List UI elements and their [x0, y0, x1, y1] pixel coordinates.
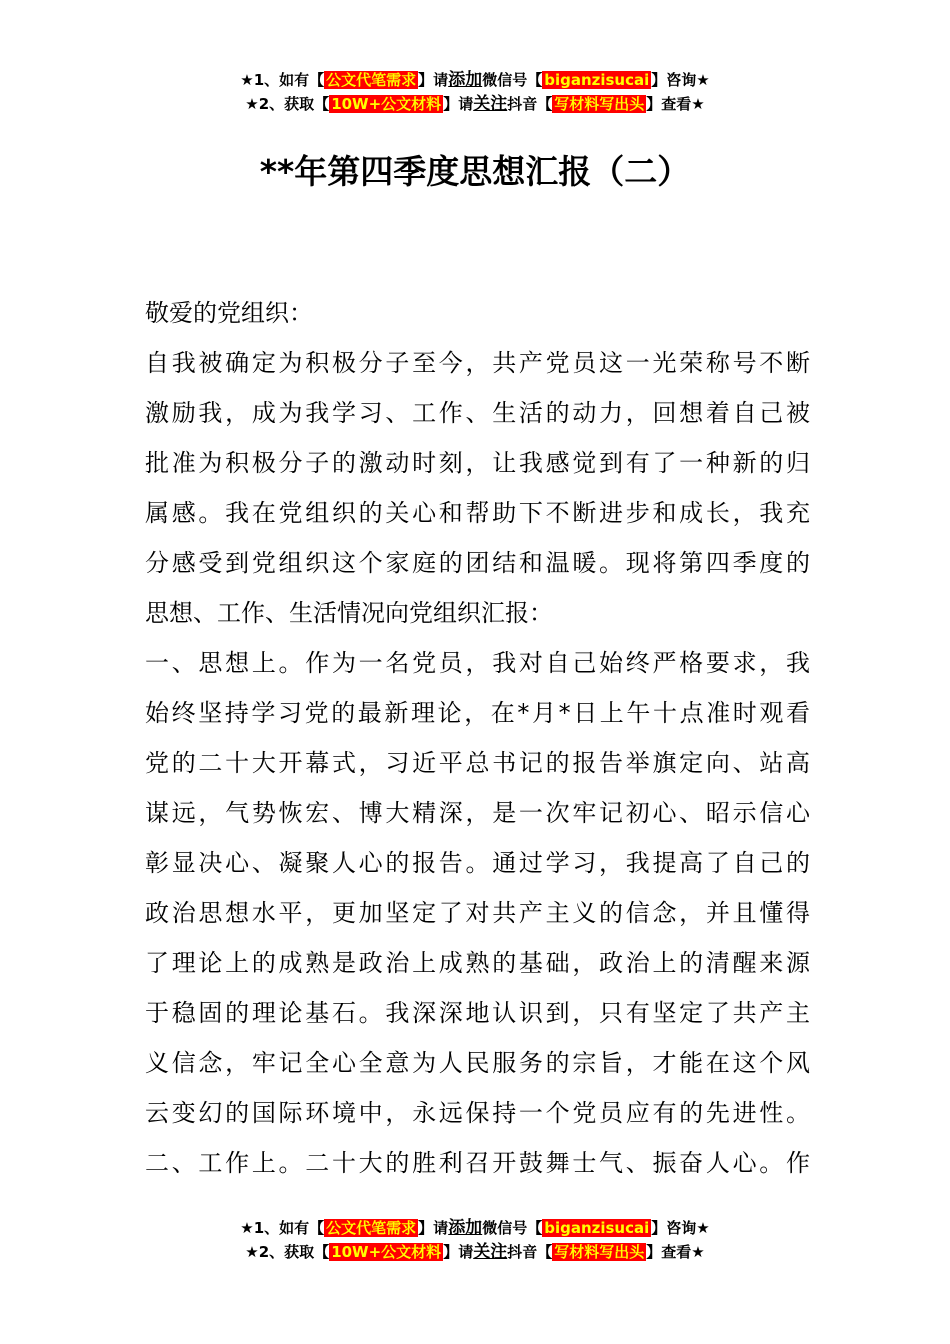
body-line: 分感受到党组织这个家庭的团结和温暖。现将第四季度的	[145, 549, 810, 577]
promo-text: 】请	[443, 1243, 474, 1261]
promo-text: 】咨询★	[651, 71, 710, 89]
promo-emphasis: 添加	[448, 70, 483, 90]
body-line: 二、工作上。二十大的胜利召开鼓舞士气、振奋人心。作	[145, 1149, 810, 1177]
promo-line-1	[0, 68, 950, 92]
promo-highlight: 公文代笔需求	[326, 71, 417, 89]
body-line: 义信念，牢记全心全意为人民服务的宗旨，才能在这个风	[145, 1049, 810, 1077]
promo-line-2	[0, 92, 950, 116]
promo-text: 】查看★	[646, 95, 705, 113]
promo-text: 】请	[418, 1219, 449, 1237]
document-body	[145, 292, 810, 1192]
promo-highlight: biganzisucai	[544, 1219, 650, 1237]
promo-text: 微信号【	[482, 71, 543, 89]
promo-text: 】查看★	[646, 1243, 705, 1261]
body-line: 党的二十大开幕式，习近平总书记的报告举旗定向、站高	[145, 749, 810, 777]
promo-text: ★2、获取【	[245, 95, 330, 113]
body-line: 于稳固的理论基石。我深深地认识到，只有坚定了共产主	[145, 999, 810, 1027]
promo-banner-top	[0, 68, 950, 116]
promo-emphasis: 添加	[448, 1218, 483, 1238]
body-line: 云变幻的国际环境中，永远保持一个党员应有的先进性。	[145, 1099, 810, 1127]
promo-highlight: 10W+公文材料	[331, 95, 442, 113]
promo-highlight: 写材料写出头	[554, 95, 645, 113]
body-line: 了理论上的成熟是政治上成熟的基础，政治上的清醒来源	[145, 949, 810, 977]
promo-text: 抖音【	[507, 95, 553, 113]
body-line: 自我被确定为积极分子至今，共产党员这一光荣称号不断	[145, 349, 810, 377]
body-line: 属感。我在党组织的关心和帮助下不断进步和成长，我充	[145, 499, 810, 527]
body-line: 激励我，成为我学习、工作、生活的动力，回想着自己被	[145, 399, 810, 427]
body-line: 思想、工作、生活情况向党组织汇报：	[145, 599, 553, 627]
promo-highlight: biganzisucai	[544, 71, 650, 89]
promo-text: 微信号【	[482, 1219, 543, 1237]
body-line: 彰显决心、凝聚人心的报告。通过学习，我提高了自己的	[145, 849, 810, 877]
salutation: 敬爱的党组织：	[145, 299, 313, 327]
body-line: 始终坚持学习党的最新理论，在*月*日上午十点准时观看	[145, 699, 810, 727]
promo-banner-bottom	[0, 1216, 950, 1264]
promo-highlight: 公文代笔需求	[326, 1219, 417, 1237]
body-line: 批准为积极分子的激动时刻，让我感觉到有了一种新的归	[145, 449, 810, 477]
promo-line-1	[0, 1216, 950, 1240]
promo-text: 】请	[418, 71, 449, 89]
document-title: **年第四季度思想汇报（二）	[259, 152, 691, 191]
promo-text: ★1、如有【	[240, 71, 325, 89]
promo-emphasis: 关注	[473, 1242, 508, 1262]
promo-emphasis: 关注	[473, 94, 508, 114]
body-line: 一、思想上。作为一名党员，我对自己始终严格要求，我	[145, 649, 810, 677]
promo-text: 】咨询★	[651, 1219, 710, 1237]
promo-text: ★1、如有【	[240, 1219, 325, 1237]
promo-highlight: 写材料写出头	[554, 1243, 645, 1261]
promo-highlight: 10W+公文材料	[331, 1243, 442, 1261]
promo-text: 抖音【	[507, 1243, 553, 1261]
promo-text: 】请	[443, 95, 474, 113]
promo-text: ★2、获取【	[245, 1243, 330, 1261]
promo-line-2	[0, 1240, 950, 1264]
body-line: 谋远，气势恢宏、博大精深，是一次牢记初心、昭示信心	[145, 799, 810, 827]
body-line: 政治思想水平，更加坚定了对共产主义的信念，并且懂得	[145, 899, 810, 927]
